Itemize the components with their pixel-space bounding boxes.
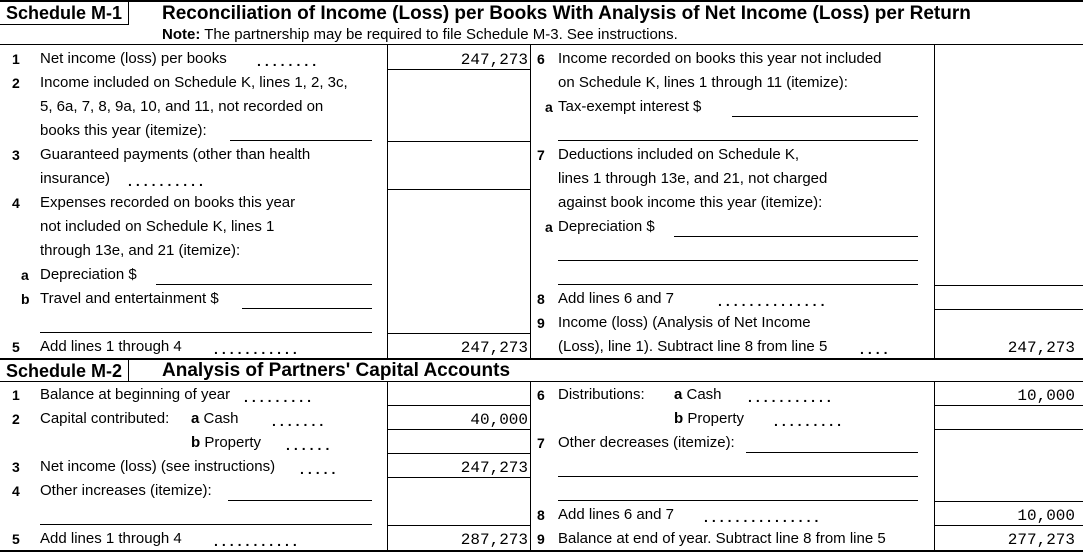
m2-line6b-leader: .........	[774, 413, 846, 429]
m2-line4-number: 4	[12, 483, 20, 499]
m1-line6a-letter: a	[545, 99, 553, 115]
m2-line8-leader: ...............	[704, 509, 823, 525]
m1-line7a-label: Depreciation $	[558, 218, 655, 235]
m1-line4a-letter: a	[21, 267, 29, 283]
m1-line7-label-b: lines 1 through 13e, and 21, not charged	[558, 170, 828, 187]
m1-line9-leader: ....	[860, 341, 892, 357]
m1-line7a-letter: a	[545, 219, 553, 235]
schedule-m2-label: Schedule M-2	[0, 360, 129, 382]
m1-line7-number: 7	[537, 147, 545, 163]
m1-line6-label-b: on Schedule K, lines 1 through 11 (itemize):	[558, 74, 848, 91]
m1-line7-extra-field-1[interactable]	[558, 260, 918, 261]
m2-line1-label: Balance at beginning of year	[40, 386, 231, 403]
m2-line6b-label: b Property	[674, 410, 745, 427]
m2-line5-number: 5	[12, 531, 20, 547]
m1-line9-label-b: (Loss), line 1). Subtract line 8 from line 5	[558, 338, 828, 355]
m1-line6a-field[interactable]	[732, 116, 918, 117]
m1-line2-label-c: books this year (itemize):	[40, 122, 207, 139]
m1-line5-label: Add lines 1 through 4	[40, 338, 182, 355]
m2-line9-value[interactable]: 277,273	[1007, 531, 1075, 549]
m2-line6-number: 6	[537, 387, 545, 403]
m2-line8-label: Add lines 6 and 7	[558, 506, 674, 523]
m2-line5-label: Add lines 1 through 4	[40, 530, 182, 547]
m2-line7-number: 7	[537, 435, 545, 451]
m1-line3-label-a: Guaranteed payments (other than health	[40, 146, 311, 163]
m1-line1-value[interactable]: 247,273	[460, 51, 528, 69]
m1-line1-number: 1	[12, 51, 20, 67]
m2-line1-leader: .........	[244, 389, 316, 405]
m2-line2a-leader: .......	[272, 413, 328, 429]
m1-line2-number: 2	[12, 75, 20, 91]
m1-line6-number: 6	[537, 51, 545, 67]
m2-line8-number: 8	[537, 507, 545, 523]
m2-line6a-value[interactable]: 10,000	[1017, 387, 1075, 405]
m1-line7-extra-field-2[interactable]	[558, 284, 918, 285]
m1-line4b-extra-field[interactable]	[40, 332, 372, 333]
m1-line6a-label: Tax-exempt interest $	[558, 98, 702, 115]
m1-line3-number: 3	[12, 147, 20, 163]
m2-line4-field[interactable]	[228, 500, 372, 501]
m2-line3-value[interactable]: 247,273	[460, 459, 528, 477]
m1-line2-label-a: Income included on Schedule K, lines 1, 2, 3c,	[40, 74, 348, 91]
m1-line6-extra-field[interactable]	[558, 140, 918, 141]
m2-line6a-label: a Cash	[674, 386, 722, 403]
m2-line2a-value[interactable]: 40,000	[470, 411, 528, 429]
m1-line4-label-c: through 13e, and 21 (itemize):	[40, 242, 241, 259]
m2-line7-field[interactable]	[746, 452, 918, 453]
m2-line2a-label: a Cash	[191, 410, 239, 427]
m1-line4-label-a: Expenses recorded on books this year	[40, 194, 296, 211]
schedule-m1-label: Schedule M-1	[0, 2, 129, 25]
m1-line4-number: 4	[12, 195, 20, 211]
m1-line5-leader: ...........	[214, 341, 301, 357]
m2-line2-label: Capital contributed:	[40, 410, 170, 427]
schedule-m1-title: Reconciliation of Income (Loss) per Books With Analysis of Net Income (Loss) per Return	[162, 3, 971, 24]
m1-line8-leader: ..............	[718, 293, 829, 309]
m1-line7a-field[interactable]	[674, 236, 918, 237]
m1-line4b-field[interactable]	[242, 308, 372, 309]
m2-line2b-leader: ......	[286, 437, 334, 453]
m2-line3-label: Net income (loss) (see instructions)	[40, 458, 276, 475]
m1-line4a-label: Depreciation $	[40, 266, 137, 283]
m1-line3-leader: ..........	[128, 173, 207, 189]
m2-line7-extra-field-2[interactable]	[558, 500, 918, 501]
m1-line9-label-a: Income (loss) (Analysis of Net Income	[558, 314, 811, 331]
m1-line4-label-b: not included on Schedule K, lines 1	[40, 218, 275, 235]
m1-line5-number: 5	[12, 339, 20, 355]
m2-line9-label: Balance at end of year. Subtract line 8 from line 5	[558, 530, 886, 547]
m1-line2-itemize-field[interactable]	[230, 140, 372, 141]
m1-line1-leader: ........	[257, 53, 321, 69]
m1-line7-label-a: Deductions included on Schedule K,	[558, 146, 799, 163]
m2-line3-number: 3	[12, 459, 20, 475]
m2-line4-extra-field[interactable]	[40, 524, 372, 525]
m1-line9-value[interactable]: 247,273	[1007, 339, 1075, 357]
m2-line5-value[interactable]: 287,273	[460, 531, 528, 549]
m2-line3-leader: .....	[300, 461, 340, 477]
schedule-m1-note: Note: The partnership may be required to file Schedule M-3. See instructions.	[162, 26, 678, 43]
m1-line6-label-a: Income recorded on books this year not included	[558, 50, 882, 67]
m1-line8-label: Add lines 6 and 7	[558, 290, 674, 307]
m2-line9-number: 9	[537, 531, 545, 547]
m1-line8-number: 8	[537, 291, 545, 307]
m2-line4-label: Other increases (itemize):	[40, 482, 212, 499]
m1-line4a-field[interactable]	[156, 284, 372, 285]
m1-line9-number: 9	[537, 315, 545, 331]
m1-line2-label-b: 5, 6a, 7, 8, 9a, 10, and 11, not recorded on	[40, 98, 324, 115]
m1-line7-label-c: against book income this year (itemize):	[558, 194, 823, 211]
m1-line4b-letter: b	[21, 291, 30, 307]
m2-line2-number: 2	[12, 411, 20, 427]
m1-line4b-label: Travel and entertainment $	[40, 290, 219, 307]
m2-line1-number: 1	[12, 387, 20, 403]
m2-line7-label: Other decreases (itemize):	[558, 434, 735, 451]
m2-line6a-leader: ...........	[748, 389, 835, 405]
m2-line6-label: Distributions:	[558, 386, 645, 403]
m1-line3-label-b: insurance)	[40, 170, 111, 187]
m2-line5-leader: ...........	[214, 533, 301, 549]
m2-line7-extra-field-1[interactable]	[558, 476, 918, 477]
m1-line5-value[interactable]: 247,273	[460, 339, 528, 357]
m1-line1-label: Net income (loss) per books	[40, 50, 227, 67]
m2-line8-value[interactable]: 10,000	[1017, 507, 1075, 525]
schedule-m2-title: Analysis of Partners' Capital Accounts	[162, 360, 511, 381]
m2-line2b-label: b Property	[191, 434, 262, 451]
